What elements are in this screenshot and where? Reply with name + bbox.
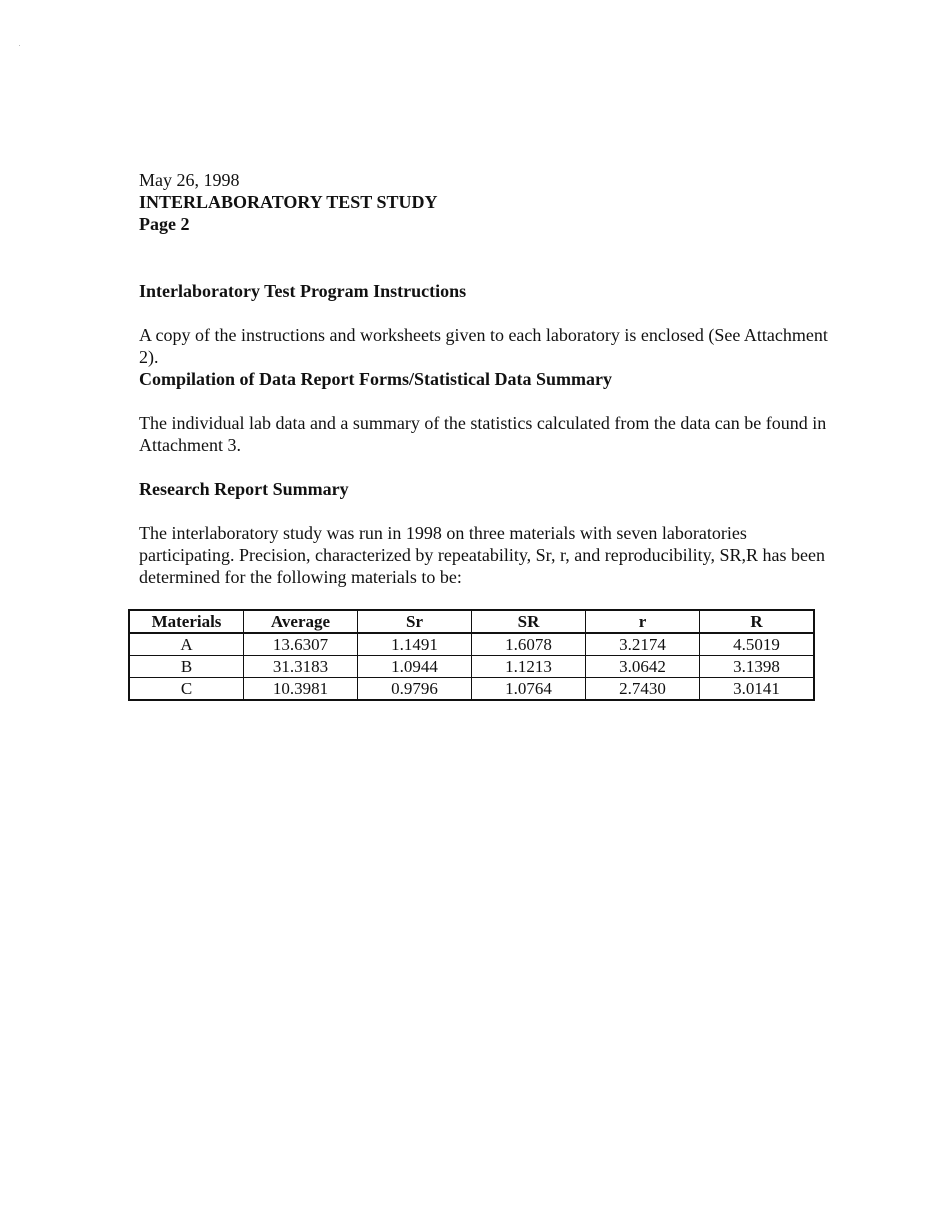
table-cell: 1.0944 [358, 656, 472, 678]
table-cell: 31.3183 [244, 656, 358, 678]
table-cell: 10.3981 [244, 678, 358, 701]
table-row [129, 633, 814, 656]
instructions-heading: Interlaboratory Test Program Instructions [139, 281, 467, 301]
column-header-r-upper: R [700, 610, 815, 633]
table-cell: 13.6307 [244, 633, 358, 656]
column-header-sr-reproducibility: SR [472, 610, 586, 633]
research-summary-paragraph: The interlaboratory study was run in 1998 on three materials with seven laboratories participating. Precision, characterized by repeatability, Sr, r, and reproducibility, SR,R has been determined for the following materials to be: [139, 523, 826, 587]
table-cell: 2.7430 [586, 678, 700, 701]
table-cell: 0.9796 [358, 678, 472, 701]
header-page-number: Page 2 [139, 214, 190, 234]
compilation-paragraph: The individual lab data and a summary of the statistics calculated from the data can be found in Attachment 3. [139, 413, 827, 455]
column-header-average: Average [244, 610, 358, 633]
table-cell: C [129, 678, 244, 701]
header-date: May 26, 1998 [139, 170, 240, 190]
scan-speck [19, 45, 20, 46]
column-header-r-lower: r [586, 610, 700, 633]
letter-header [139, 169, 437, 235]
table-cell: 3.0642 [586, 656, 700, 678]
table-row [129, 656, 814, 678]
table-cell: 1.1213 [472, 656, 586, 678]
research-summary-heading: Research Report Summary [139, 479, 349, 499]
table-cell: 1.1491 [358, 633, 472, 656]
precision-table-container [128, 609, 815, 701]
table-cell: 4.5019 [700, 633, 815, 656]
table-header-row [129, 610, 814, 633]
table-row [129, 678, 814, 701]
table-cell: 1.0764 [472, 678, 586, 701]
header-title: INTERLABORATORY TEST STUDY [139, 192, 438, 212]
table-cell: 3.0141 [700, 678, 815, 701]
table-cell: 3.2174 [586, 633, 700, 656]
compilation-heading: Compilation of Data Report Forms/Statistical Data Summary [139, 369, 612, 389]
table-cell: B [129, 656, 244, 678]
precision-table [128, 609, 815, 701]
column-header-sr: Sr [358, 610, 472, 633]
column-header-materials: Materials [129, 610, 244, 633]
instructions-paragraph: A copy of the instructions and worksheets given to each laboratory is enclosed (See Attachment 2). [139, 325, 828, 367]
table-cell: 1.6078 [472, 633, 586, 656]
table-cell: 3.1398 [700, 656, 815, 678]
table-cell: A [129, 633, 244, 656]
